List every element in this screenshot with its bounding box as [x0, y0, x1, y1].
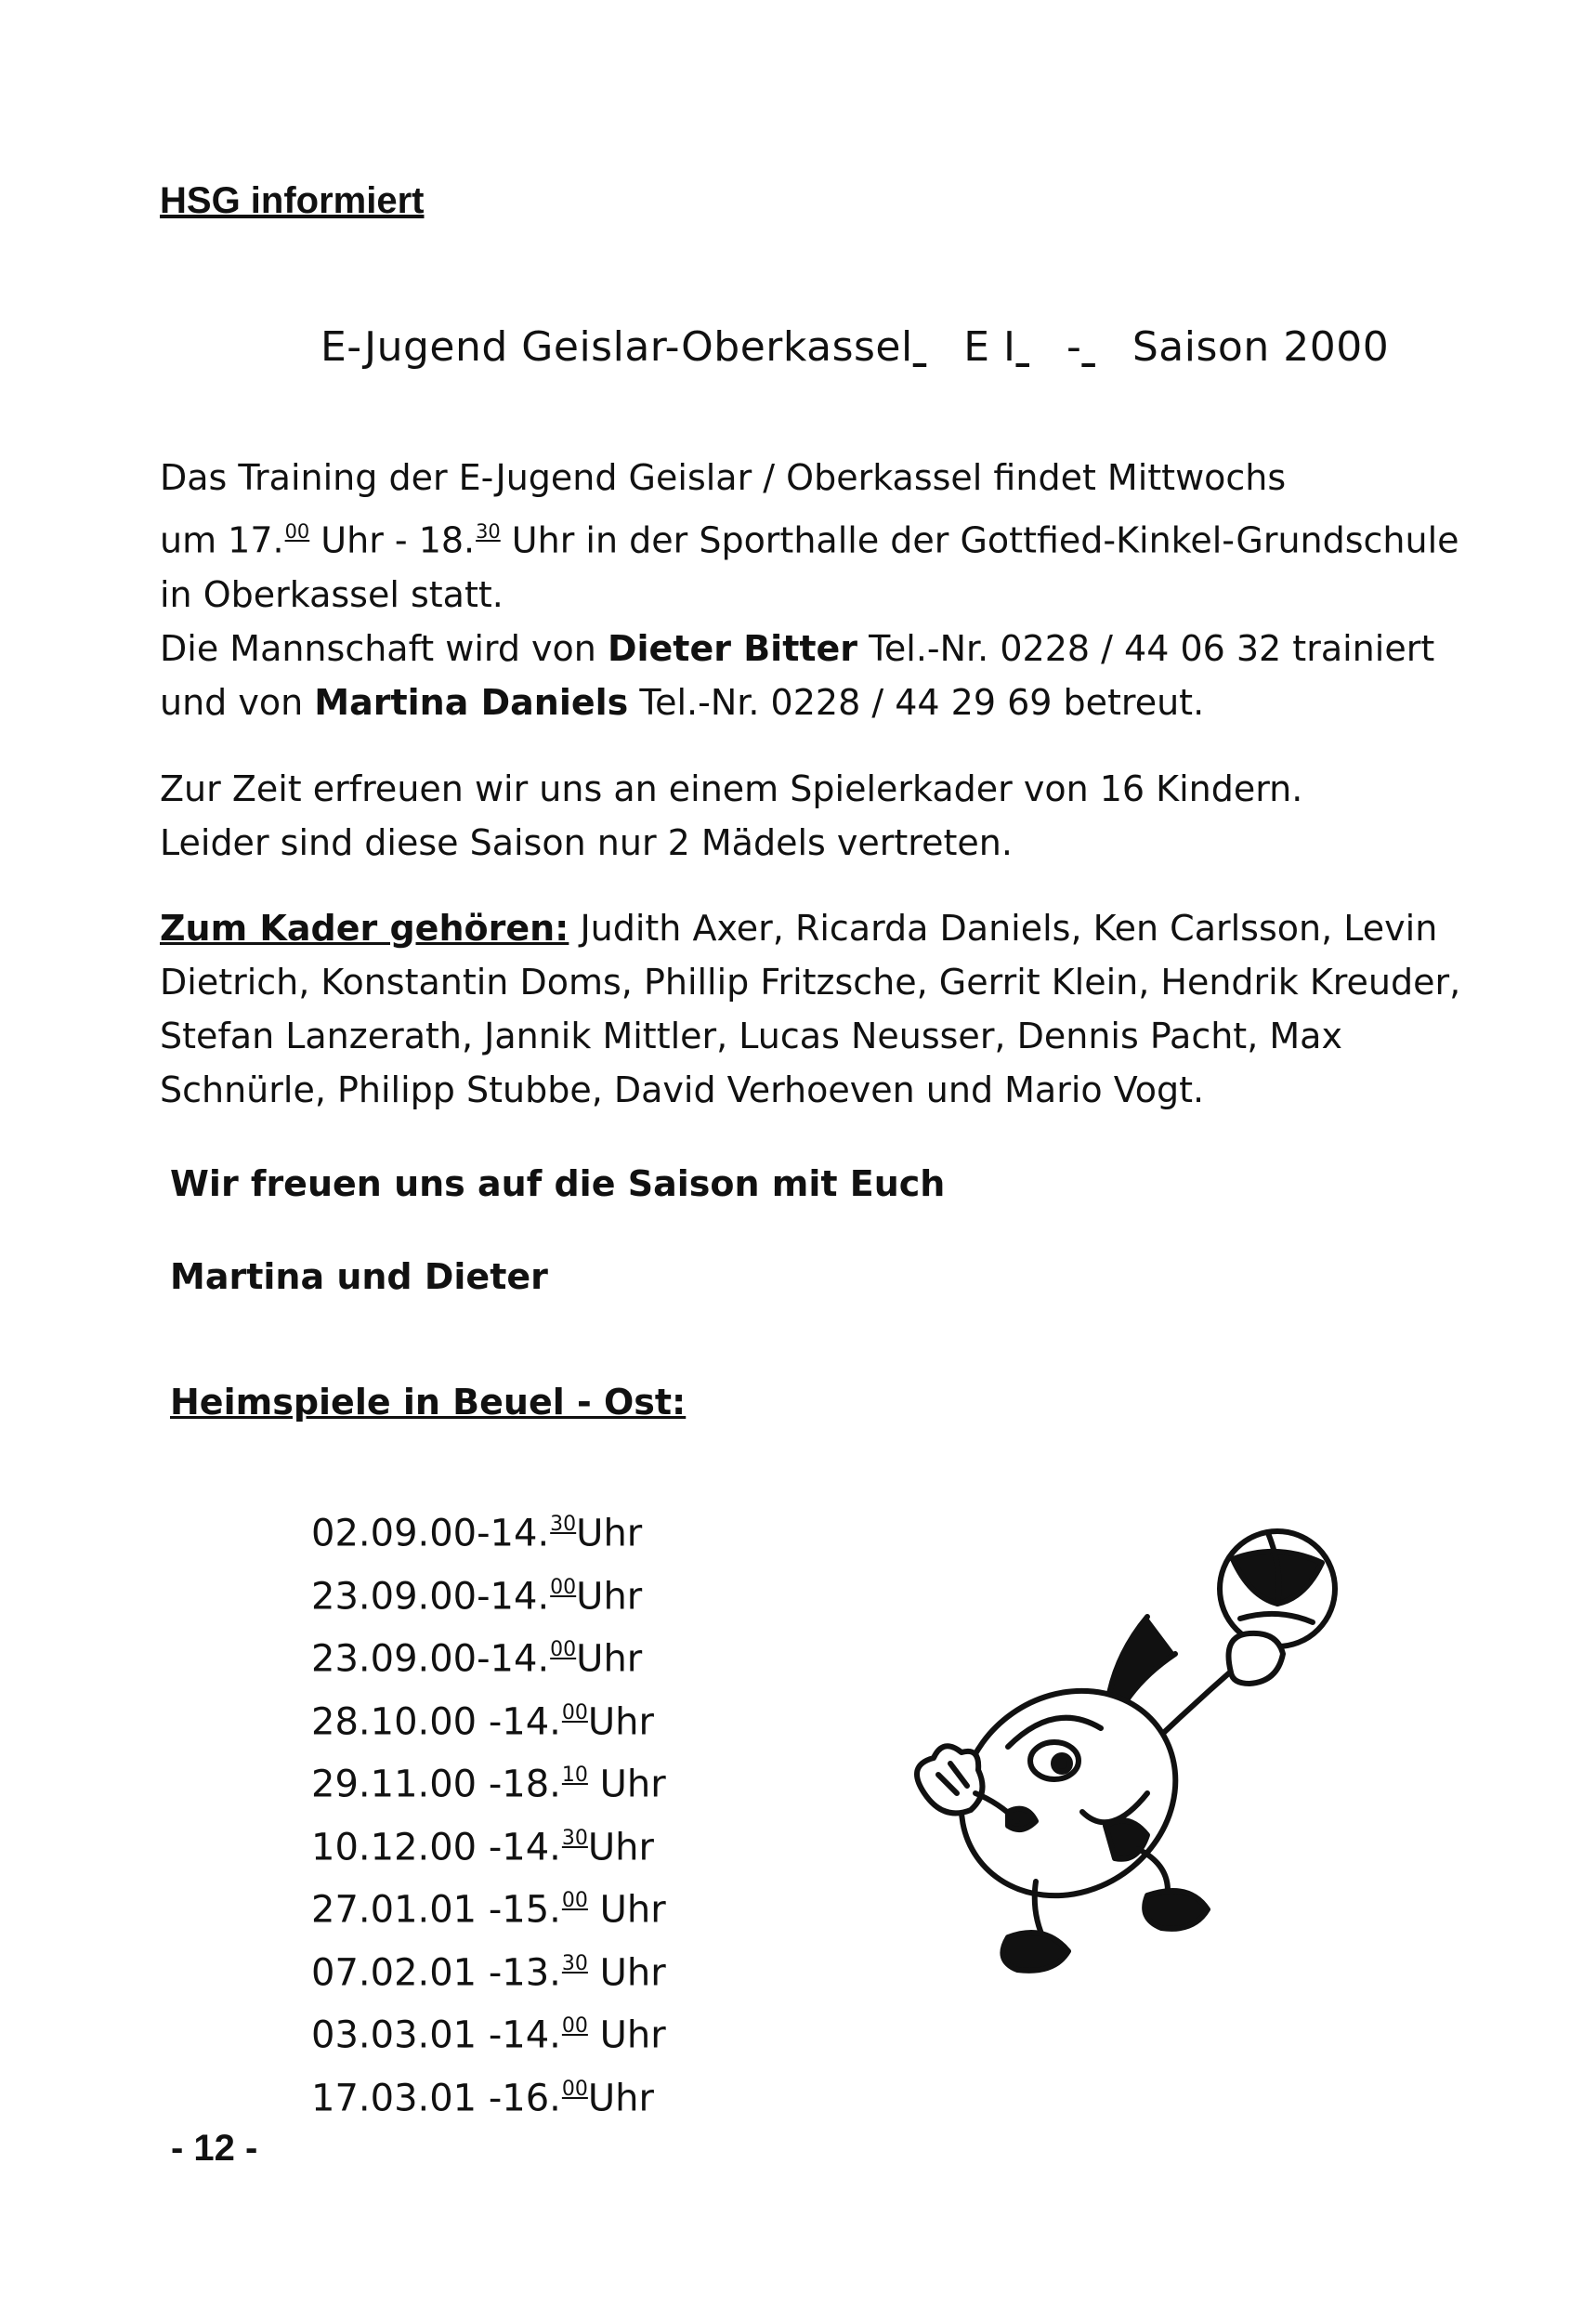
training-line-3: in Oberkassel statt. — [160, 573, 504, 615]
home-game-minutes: 00 — [561, 1889, 588, 1912]
home-game-row — [311, 1623, 666, 1686]
home-game-unit: Uhr — [587, 1700, 654, 1743]
home-game-minutes: 30 — [561, 1951, 588, 1975]
home-game-row — [311, 1937, 666, 2000]
home-games-list — [311, 1498, 666, 2125]
kader-line-2: Dietrich, Konstantin Doms, Phillip Fritzsche, Gerrit Klein, Hendrik Kreuder, — [160, 962, 1461, 1003]
closing-greeting: Wir freuen uns auf die Saison mit Euch — [170, 1163, 946, 1204]
home-game-date: 03.03.01 -14. — [311, 2013, 561, 2057]
title-dash: - — [1066, 323, 1082, 371]
mascot-handball-icon — [869, 1515, 1407, 1998]
training-line-4: Die Mannschaft wird von Dieter Bitter Tel.-Nr. 0228 / 44 06 32 trainiert — [160, 627, 1435, 669]
kader-info-paragraph — [160, 762, 1302, 870]
home-game-minutes: 00 — [561, 1700, 588, 1724]
kader-line-3: Stefan Lanzerath, Jannik Mittler, Lucas Neusser, Dennis Pacht, Max — [160, 1016, 1342, 1056]
home-game-minutes: 00 — [550, 1575, 577, 1599]
home-game-row — [311, 2063, 666, 2126]
home-game-minutes: 30 — [561, 1826, 588, 1850]
page-number: - 12 - — [171, 2128, 258, 2169]
home-game-unit: Uhr — [576, 1637, 643, 1681]
title-season: Saison 2000 — [1132, 323, 1390, 371]
kader-paragraph — [160, 901, 1460, 1117]
home-game-unit: Uhr — [587, 1888, 666, 1932]
home-game-row — [311, 1561, 666, 1624]
home-game-date: 17.03.01 -16. — [311, 2077, 561, 2119]
training-line-5: und von Martina Daniels Tel.-Nr. 0228 / 44 29 69 betreut. — [160, 681, 1205, 723]
kader-label: Zum Kader gehören: — [160, 908, 569, 949]
home-game-date: 10.12.00 -14. — [311, 1826, 561, 1869]
home-game-row — [311, 1749, 666, 1812]
training-line-2: um 17.00 Uhr - 18.30 Uhr in der Sporthalle der Gottfied-Kinkel-Grundschule — [160, 519, 1459, 561]
home-game-date: 02.09.00-14. — [311, 1512, 550, 1555]
title-group: E I — [963, 323, 1016, 371]
home-game-unit: Uhr — [587, 2077, 654, 2119]
home-game-date: 28.10.00 -14. — [311, 1700, 561, 1743]
home-game-row — [311, 1686, 666, 1750]
home-game-row — [311, 2000, 666, 2063]
home-game-minutes: 10 — [561, 1764, 588, 1787]
document-title — [321, 323, 1389, 371]
home-game-unit: Uhr — [576, 1575, 643, 1618]
home-game-row — [311, 1498, 666, 1561]
home-game-date: 23.09.00-14. — [311, 1575, 550, 1618]
trainer-name: Dieter Bitter — [607, 627, 858, 669]
home-game-unit: Uhr — [587, 1951, 666, 1994]
closing-signature: Martina und Dieter — [170, 1256, 548, 1297]
home-game-unit: Uhr — [587, 2013, 666, 2057]
kader-line-1: Zum Kader gehören: Judith Axer, Ricarda Daniels, Ken Carlsson, Levin — [160, 908, 1438, 949]
home-games-heading: Heimspiele in Beuel - Ost: — [170, 1382, 687, 1423]
kader-info-line-1: Zur Zeit erfreuen wir uns an einem Spielerkader von 16 Kindern. — [160, 768, 1303, 809]
home-game-minutes: 30 — [550, 1513, 577, 1536]
home-game-minutes: 00 — [550, 1638, 577, 1661]
section-heading: HSG informiert — [160, 180, 425, 221]
home-game-minutes: 00 — [561, 2077, 588, 2101]
training-line-1: Das Training der E-Jugend Geislar / Oberkassel findet Mittwochs — [160, 457, 1287, 498]
home-game-date: 07.02.01 -13. — [311, 1951, 561, 1994]
title-team: E-Jugend Geislar-Oberkassel — [321, 323, 913, 371]
training-paragraph — [160, 451, 1459, 729]
home-game-unit: Uhr — [587, 1763, 666, 1806]
home-game-date: 23.09.00-14. — [311, 1637, 550, 1681]
home-game-row — [311, 1874, 666, 1937]
home-game-row — [311, 1812, 666, 1875]
home-game-unit: Uhr — [587, 1826, 654, 1869]
home-game-date: 27.01.01 -15. — [311, 1888, 561, 1932]
home-game-minutes: 00 — [561, 2014, 588, 2038]
home-game-unit: Uhr — [576, 1512, 643, 1555]
kader-info-line-2: Leider sind diese Saison nur 2 Mädels vertreten. — [160, 822, 1013, 863]
coach-name: Martina Daniels — [314, 681, 629, 723]
kader-line-4: Schnürle, Philipp Stubbe, David Verhoeven und Mario Vogt. — [160, 1069, 1205, 1110]
home-game-date: 29.11.00 -18. — [311, 1763, 561, 1806]
